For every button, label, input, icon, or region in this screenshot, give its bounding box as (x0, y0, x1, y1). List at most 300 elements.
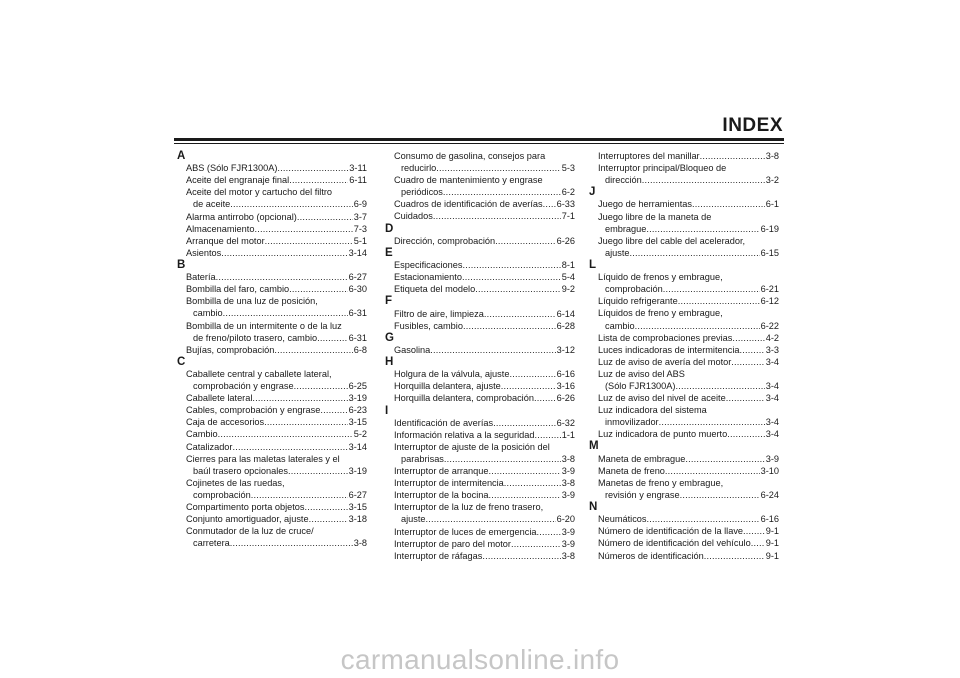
index-entry-text: cambio (605, 320, 635, 331)
section-letter: A (177, 150, 186, 162)
index-entry (589, 513, 779, 525)
index-entry-text: Interruptor de la bocina (394, 490, 489, 501)
page-number: 4-2 (765, 332, 779, 343)
index-entry-text: comprobación (193, 489, 251, 500)
dot-leader (642, 174, 765, 186)
index-entry (385, 283, 575, 295)
dot-leader (463, 320, 556, 332)
page-number: 3-11 (349, 163, 367, 174)
dot-leader (426, 513, 556, 525)
dot-leader (230, 198, 352, 210)
index-entry-text: (Sólo FJR1300A) (605, 381, 676, 391)
index-entry-text: Maneta de freno (598, 465, 665, 476)
page-number: 6-14 (556, 308, 575, 319)
dot-leader (509, 368, 555, 380)
dot-leader (436, 162, 560, 174)
section-letter: I (385, 404, 389, 417)
index-entry (177, 501, 367, 513)
dot-leader (692, 198, 765, 210)
index-entry (589, 198, 779, 210)
index-entry (385, 344, 575, 356)
index-entry (385, 271, 575, 283)
page-number: 9-1 (765, 526, 779, 537)
index-entry-text: Número de identificación de la llave (598, 526, 744, 537)
page-number: 6-31 (348, 332, 367, 343)
index-entry-text: Juego libre de la maneta de (598, 211, 712, 222)
index-entry (589, 223, 779, 235)
page-number: 3-10 (760, 465, 779, 476)
page-number: 6-12 (760, 296, 779, 307)
section-letter: N (589, 501, 598, 514)
page-number: 6-22 (760, 320, 779, 331)
index-entry (177, 513, 367, 525)
index-entry (589, 550, 779, 562)
index-entry (385, 368, 575, 380)
dot-leader (534, 429, 560, 441)
index-entry-text: Manetas de freno y embrague, (598, 477, 724, 488)
dot-leader (635, 320, 760, 332)
page-number: 6-32 (556, 417, 575, 428)
page-number: 5-2 (353, 429, 367, 440)
index-entry-text: Luz de aviso del nivel de aceite (598, 393, 726, 404)
index-entry (385, 526, 575, 538)
page-title: INDEX (722, 115, 783, 136)
index-entry (177, 489, 367, 501)
dot-leader (252, 392, 347, 404)
index-entry (177, 344, 367, 356)
page-number: 3-19 (348, 393, 367, 404)
dot-leader (495, 235, 556, 247)
dot-leader (265, 235, 353, 247)
dot-leader (309, 513, 348, 525)
page-number: 6-26 (556, 235, 575, 246)
dot-leader (462, 271, 561, 283)
index-entry-text: Líquidos de freno y embrague, (598, 308, 723, 319)
index-entry (589, 332, 779, 344)
page-number: 6-21 (760, 284, 779, 295)
page-number: 6-31 (348, 308, 367, 319)
index-entry (177, 235, 367, 247)
index-entry (177, 537, 367, 549)
page-number: 3-4 (765, 393, 779, 404)
index-column-2 (385, 150, 575, 562)
index-entry (385, 429, 575, 441)
index-entry (385, 235, 575, 247)
index-entry-text: Dirección, comprobación (394, 235, 496, 246)
index-entry (177, 211, 367, 223)
dot-leader (288, 465, 348, 477)
section-letter: D (385, 222, 394, 235)
dot-leader (264, 416, 347, 428)
page-number: 3-4 (765, 356, 779, 367)
index-entry-text: Líquido de frenos y embrague, (598, 272, 723, 283)
dot-leader (317, 332, 348, 344)
index-entry-text: de aceite (193, 199, 231, 210)
page-number: 6-27 (348, 272, 367, 283)
index-entry-text: Compartimento porta objetos (186, 502, 305, 513)
section-letter: B (177, 258, 186, 271)
index-entry-text: Cambio (186, 429, 218, 440)
index-entry-text: periódicos (401, 187, 443, 198)
index-entry (385, 477, 575, 489)
index-entry-text: Luz de aviso de avería del motor (598, 356, 732, 367)
index-entry-text: Maneta de embrague (598, 453, 686, 464)
index-entry-text: cambio (193, 308, 223, 319)
page-number: 3-8 (561, 478, 575, 489)
index-entry-text: Neumáticos (598, 514, 647, 525)
page-number: 6-30 (348, 284, 367, 295)
index-entry-text: Catalizador (186, 441, 233, 452)
dot-leader (475, 283, 561, 295)
dot-leader (630, 247, 760, 259)
dot-leader (277, 162, 348, 174)
page-number: 3-9 (765, 453, 779, 464)
index-entry (589, 489, 779, 501)
index-entry-text: Interruptor de ráfagas (394, 550, 483, 561)
index-entry-text: Conjunto amortiguador, ajuste (186, 514, 309, 525)
index-entry-text: Luces indicadoras de intermitencia (598, 344, 740, 355)
index-entry-text: ajuste (401, 514, 426, 525)
dot-leader (743, 525, 765, 537)
dot-leader (304, 501, 347, 513)
dot-leader (663, 283, 760, 295)
index-entry-text: Caballete central y caballete lateral, (186, 369, 332, 380)
index-entry-text: Batería (186, 272, 216, 283)
index-entry (589, 150, 779, 162)
dot-leader (543, 198, 556, 210)
index-entry-text: Aceite del engranaje final (186, 175, 290, 186)
index-entry (385, 320, 575, 332)
dot-leader (297, 211, 353, 223)
index-entry (589, 174, 779, 186)
page-number: 3-9 (561, 490, 575, 501)
page-number: 6-27 (348, 489, 367, 500)
page-number: 3-2 (765, 175, 779, 186)
page-number: 3-16 (556, 381, 575, 392)
index-entry-text: Caja de accesorios (186, 417, 265, 428)
dot-leader (216, 271, 348, 283)
watermark: carmanualsonline.info (340, 644, 620, 675)
page-number: 7-1 (561, 211, 575, 222)
page-number: 6-26 (556, 393, 575, 404)
page-number: 3-8 (765, 151, 779, 161)
page-number: 1-1 (561, 429, 575, 440)
index-entry-text: Caballete lateral (186, 393, 253, 404)
page-number: 6-11 (349, 175, 367, 186)
index-entry-text: Interruptor de la luz de freno trasero, (394, 502, 544, 513)
index-entry-text: revisión y engrase (605, 489, 680, 500)
dot-leader (444, 453, 561, 465)
index-entry (177, 174, 367, 186)
index-entry (385, 465, 575, 477)
index-entry-text: comprobación (605, 284, 663, 295)
index-entry (589, 416, 779, 428)
section-letter: C (177, 355, 186, 368)
page-number: 3-18 (348, 514, 367, 525)
section-letter: G (385, 331, 394, 344)
index-entry-text: Cierres para las maletas laterales y el (186, 453, 340, 464)
dot-leader (726, 392, 765, 404)
page-number: 6-1 (765, 199, 779, 210)
index-column-3 (589, 150, 779, 562)
page-number: 3-14 (348, 441, 367, 452)
index-entry (589, 295, 779, 307)
section-letter: J (589, 186, 596, 199)
index-column-1 (177, 150, 367, 549)
header-rule-thin (174, 143, 784, 144)
index-entry-text: Número de identificación del vehículo (598, 538, 751, 549)
dot-leader (751, 537, 765, 549)
index-entry (589, 320, 779, 332)
page-number: 5-4 (561, 272, 575, 283)
index-entry-text: Alarma antirrobo (opcional) (186, 211, 297, 222)
dot-leader (646, 223, 759, 235)
page-number: 9-1 (765, 550, 779, 561)
index-entry (589, 453, 779, 465)
dot-leader (320, 404, 347, 416)
index-entry (177, 307, 367, 319)
page-number: 5-1 (353, 235, 367, 246)
dot-leader (659, 416, 765, 428)
page-number: 3-4 (765, 417, 779, 428)
dot-leader (727, 428, 764, 440)
dot-leader (443, 186, 561, 198)
index-entry (589, 537, 779, 549)
index-entry-text: Interruptor principal/Bloqueo de (598, 163, 727, 174)
dot-leader (274, 344, 352, 356)
index-entry (177, 283, 367, 295)
page-number: 9-1 (765, 538, 779, 549)
page-number: 6-19 (760, 223, 779, 234)
index-entry (385, 538, 575, 550)
dot-leader (433, 210, 561, 222)
index-entry-text: dirección (605, 175, 642, 186)
index-entry (589, 247, 779, 259)
dot-leader (221, 247, 347, 259)
dot-leader (739, 344, 764, 356)
index-entry-text: carretera (193, 538, 230, 549)
section-letter: M (589, 440, 599, 453)
index-entry (177, 198, 367, 210)
page-number: 6-28 (556, 320, 575, 331)
dot-leader (675, 380, 764, 392)
dot-leader (251, 489, 348, 501)
page-number: 7-3 (353, 223, 367, 234)
index-entry (177, 441, 367, 453)
index-entry (385, 186, 575, 198)
index-entry-text: Almacenamiento (186, 223, 255, 234)
dot-leader (732, 332, 764, 344)
page-number: 3-8 (561, 454, 575, 464)
dot-leader (430, 344, 555, 356)
index-entry (385, 162, 575, 174)
index-entry-text: de freno/piloto trasero, cambio (193, 332, 318, 343)
index-entry-text: Bombilla del faro, cambio (186, 284, 290, 295)
index-entry-text: Bombilla de un intermitente o de la luz (186, 320, 342, 331)
index-entry-text: Aceite del motor y cartucho del filtro (186, 187, 333, 198)
dot-leader (704, 550, 765, 562)
index-entry-text: Información relativa a la seguridad (394, 429, 535, 440)
index-entry (385, 198, 575, 210)
dot-leader (462, 259, 560, 271)
page-number: 3-19 (348, 465, 367, 476)
index-entry-text: Interruptor de ajuste de la posición del (394, 441, 550, 452)
dot-leader (489, 465, 561, 477)
index-entry-text: Consumo de gasolina, consejos para (394, 151, 546, 161)
index-entry (589, 525, 779, 537)
page-number: 6-8 (353, 344, 367, 355)
dot-leader (232, 441, 347, 453)
dot-leader (537, 526, 561, 538)
dot-leader (289, 174, 348, 186)
index-entry (385, 392, 575, 404)
index-entry (177, 428, 367, 440)
index-entry (385, 210, 575, 222)
index-entry-text: Cuadros de identificación de averías (394, 199, 543, 210)
page-number: 6-25 (348, 381, 367, 392)
dot-leader (218, 428, 353, 440)
index-entry-text: Cuidados (394, 211, 433, 222)
dot-leader (685, 453, 764, 465)
index-entry (385, 513, 575, 525)
dot-leader (484, 308, 556, 320)
index-entry-text: Estacionamiento (394, 272, 462, 283)
page-number: 3-7 (353, 211, 367, 222)
dot-leader (289, 283, 347, 295)
index-entry-text: Juego libre del cable del acelerador, (598, 235, 746, 246)
page-number: 3-9 (561, 466, 575, 477)
dot-leader (731, 356, 764, 368)
page-number: 5-3 (561, 163, 575, 174)
dot-leader (700, 150, 765, 162)
index-entry (177, 162, 367, 174)
index-entry-text: Arranque del motor (186, 235, 265, 246)
dot-leader (511, 538, 561, 550)
index-entry-text: Cables, comprobación y engrase (186, 405, 321, 416)
page-number: 3-3 (765, 344, 779, 355)
dot-leader (504, 477, 561, 489)
section-letter: L (589, 258, 597, 271)
index-entry-text: Horquilla delantera, ajuste (394, 381, 501, 392)
index-entry-text: Luz de aviso del ABS (598, 368, 685, 379)
index-entry-text: Juego de herramientas (598, 199, 692, 210)
dot-leader (680, 489, 760, 501)
index-entry (177, 380, 367, 392)
dot-leader (254, 223, 352, 235)
page-number: 3-9 (561, 538, 575, 549)
page-number: 6-23 (348, 405, 367, 416)
index-entry (385, 489, 575, 501)
index-entry (385, 550, 575, 562)
page-number: 6-20 (556, 514, 575, 525)
index-entry-text: Líquido refrigerante (598, 296, 678, 307)
index-entry (177, 404, 367, 416)
index-entry-text: inmovilizador (605, 417, 659, 428)
index-entry (385, 417, 575, 429)
section-letter: H (385, 356, 394, 369)
index-entry (589, 392, 779, 404)
page-number: 3-14 (348, 247, 367, 258)
dot-leader (665, 465, 760, 477)
index-entry (177, 416, 367, 428)
index-entry-text: Lista de comprobaciones previas (598, 332, 733, 343)
index-entry (177, 223, 367, 235)
index-entry-text: Interruptor de paro del motor (394, 538, 511, 549)
index-entry-text: ABS (Sólo FJR1300A) (186, 163, 278, 174)
index-entry (177, 332, 367, 344)
page-number: 3-4 (765, 381, 779, 391)
index-entry-text: reducirlo (401, 163, 437, 174)
header-rule-thick (174, 138, 784, 141)
page-number: 6-16 (556, 369, 575, 380)
dot-leader (223, 307, 348, 319)
index-entry-text: Asientos (186, 247, 222, 258)
index-entry-text: Luz indicadora del sistema (598, 405, 707, 416)
index-entry-text: Filtro de aire, limpieza (394, 308, 484, 319)
dot-leader (294, 380, 348, 392)
index-entry-text: Horquilla delantera, comprobación (394, 393, 534, 404)
dot-leader (482, 550, 560, 562)
index-entry-text: Gasolina (394, 344, 431, 355)
index-entry-text: Interruptor de luces de emergencia (394, 526, 537, 537)
page-number: 3-8 (353, 538, 367, 549)
index-entry (177, 247, 367, 259)
index-entry (385, 308, 575, 320)
page-number: 3-15 (348, 417, 367, 428)
index-entry-text: Bombilla de una luz de posición, (186, 296, 318, 307)
index-entry-text: parabrisas (401, 454, 444, 464)
index-entry-text: Números de identificación (598, 550, 704, 561)
index-entry-text: Cojinetes de las ruedas, (186, 477, 285, 488)
dot-leader (534, 392, 556, 404)
page-number: 8-1 (561, 260, 575, 271)
index-entry-text: Etiqueta del modelo (394, 284, 476, 295)
dot-leader (501, 380, 556, 392)
index-entry-text: Interruptor de arranque (394, 466, 489, 477)
index-entry-text: Interruptores del manillar (598, 151, 700, 161)
page-number: 6-16 (760, 514, 779, 525)
page-number: 6-33 (556, 199, 575, 210)
page-number: 6-9 (353, 199, 367, 210)
index-entry (385, 259, 575, 271)
section-letter: F (385, 295, 393, 308)
index-entry-text: baúl trasero opcionales (193, 465, 288, 476)
index-entry-text: Conmutador de la luz de cruce/ (186, 526, 314, 537)
index-entry (589, 356, 779, 368)
index-entry-text: Holgura de la válvula, ajuste (394, 369, 510, 380)
index-entry (177, 271, 367, 283)
index-entry (589, 465, 779, 477)
page-number: 3-15 (348, 502, 367, 513)
dot-leader (678, 295, 760, 307)
index-entry (589, 380, 779, 392)
index-entry-text: ajuste (605, 247, 630, 258)
index-entry-text: Bujías, comprobación (186, 344, 275, 355)
index-entry (177, 392, 367, 404)
index-entry (385, 453, 575, 465)
index-entry (589, 344, 779, 356)
page-number: 6-15 (760, 247, 779, 258)
dot-leader (230, 537, 353, 549)
page-number: 3-12 (556, 344, 575, 355)
index-entry-text: Interruptor de intermitencia (394, 478, 504, 489)
index-entry-text: Cuadro de mantenimiento y engrase (394, 175, 543, 186)
dot-leader (489, 489, 561, 501)
index-entry (385, 380, 575, 392)
index-entry-text: Identificación de averías (394, 417, 494, 428)
page-number: 6-24 (760, 489, 779, 500)
page-number: 3-4 (765, 429, 779, 440)
